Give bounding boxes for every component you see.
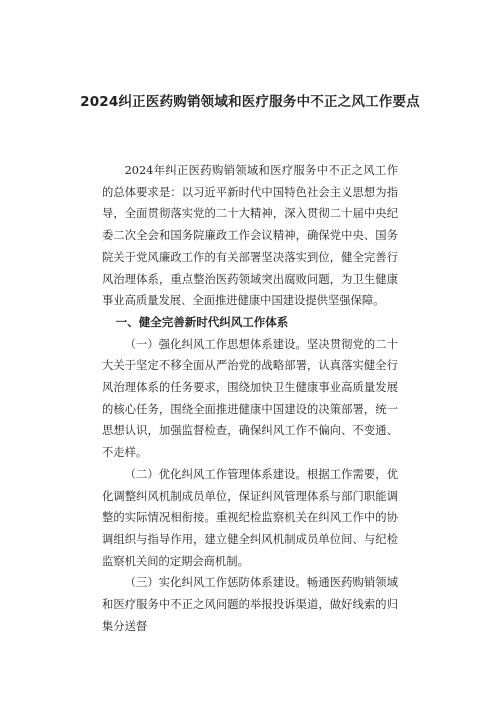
- item-3-paragraph: （三）实化纠风工作惩防体系建设。畅通医药购销领域和医疗服务中不正之风问题的举报投诉渠道，做好线索的归集分送督: [102, 576, 398, 633]
- intro-paragraph: 2024年纠正医药购销领域和医疗服务中不正之风工作的总体要求是：以习近平新时代中国特色社会主义思想为指导，全面贯彻落实党的二十大精神，深入贯彻二十届中央纪委二次全会和国务院廉政工作会议精神，确保党中央、国务院关于党风廉政工作的有关部署坚决落实到位，健全完善行风治理体系，重点整治医药领域突出腐败问题，为卫生健康事业高质量发展、全面推进健康中国建设提供坚强保障。: [102, 164, 398, 308]
- document-body: [102, 160, 398, 637]
- document-title: 2024纠正医药购销领域和医疗服务中不正之风工作要点: [80, 94, 420, 110]
- section-heading: 一、健全完善新时代纠风工作体系: [115, 314, 289, 329]
- item-1-paragraph: （一）强化纠风工作思想体系建设。坚决贯彻党的二十大关于坚定不移全面从严治党的战略部署，认真落实健全行风治理体系的任务要求，围绕加快卫生健康事业高质量发展的核心任务，围绕全面推进健康中国建设的决策部署，统一思想认识，加强监督检查，确保纠风工作不偏向、不变通、不走样。: [102, 337, 398, 460]
- item-2-paragraph: （二）优化纠风工作管理体系建设。根据工作需要，优化调整纠风机制成员单位，保证纠风管理体系与部门职能调整的实际情况相衔接。重视纪检监察机关在纠风工作中的协调组织与指导作用，建立健全纠风机制成员单位间、与纪检监察机关间的定期会商机制。: [102, 467, 398, 568]
